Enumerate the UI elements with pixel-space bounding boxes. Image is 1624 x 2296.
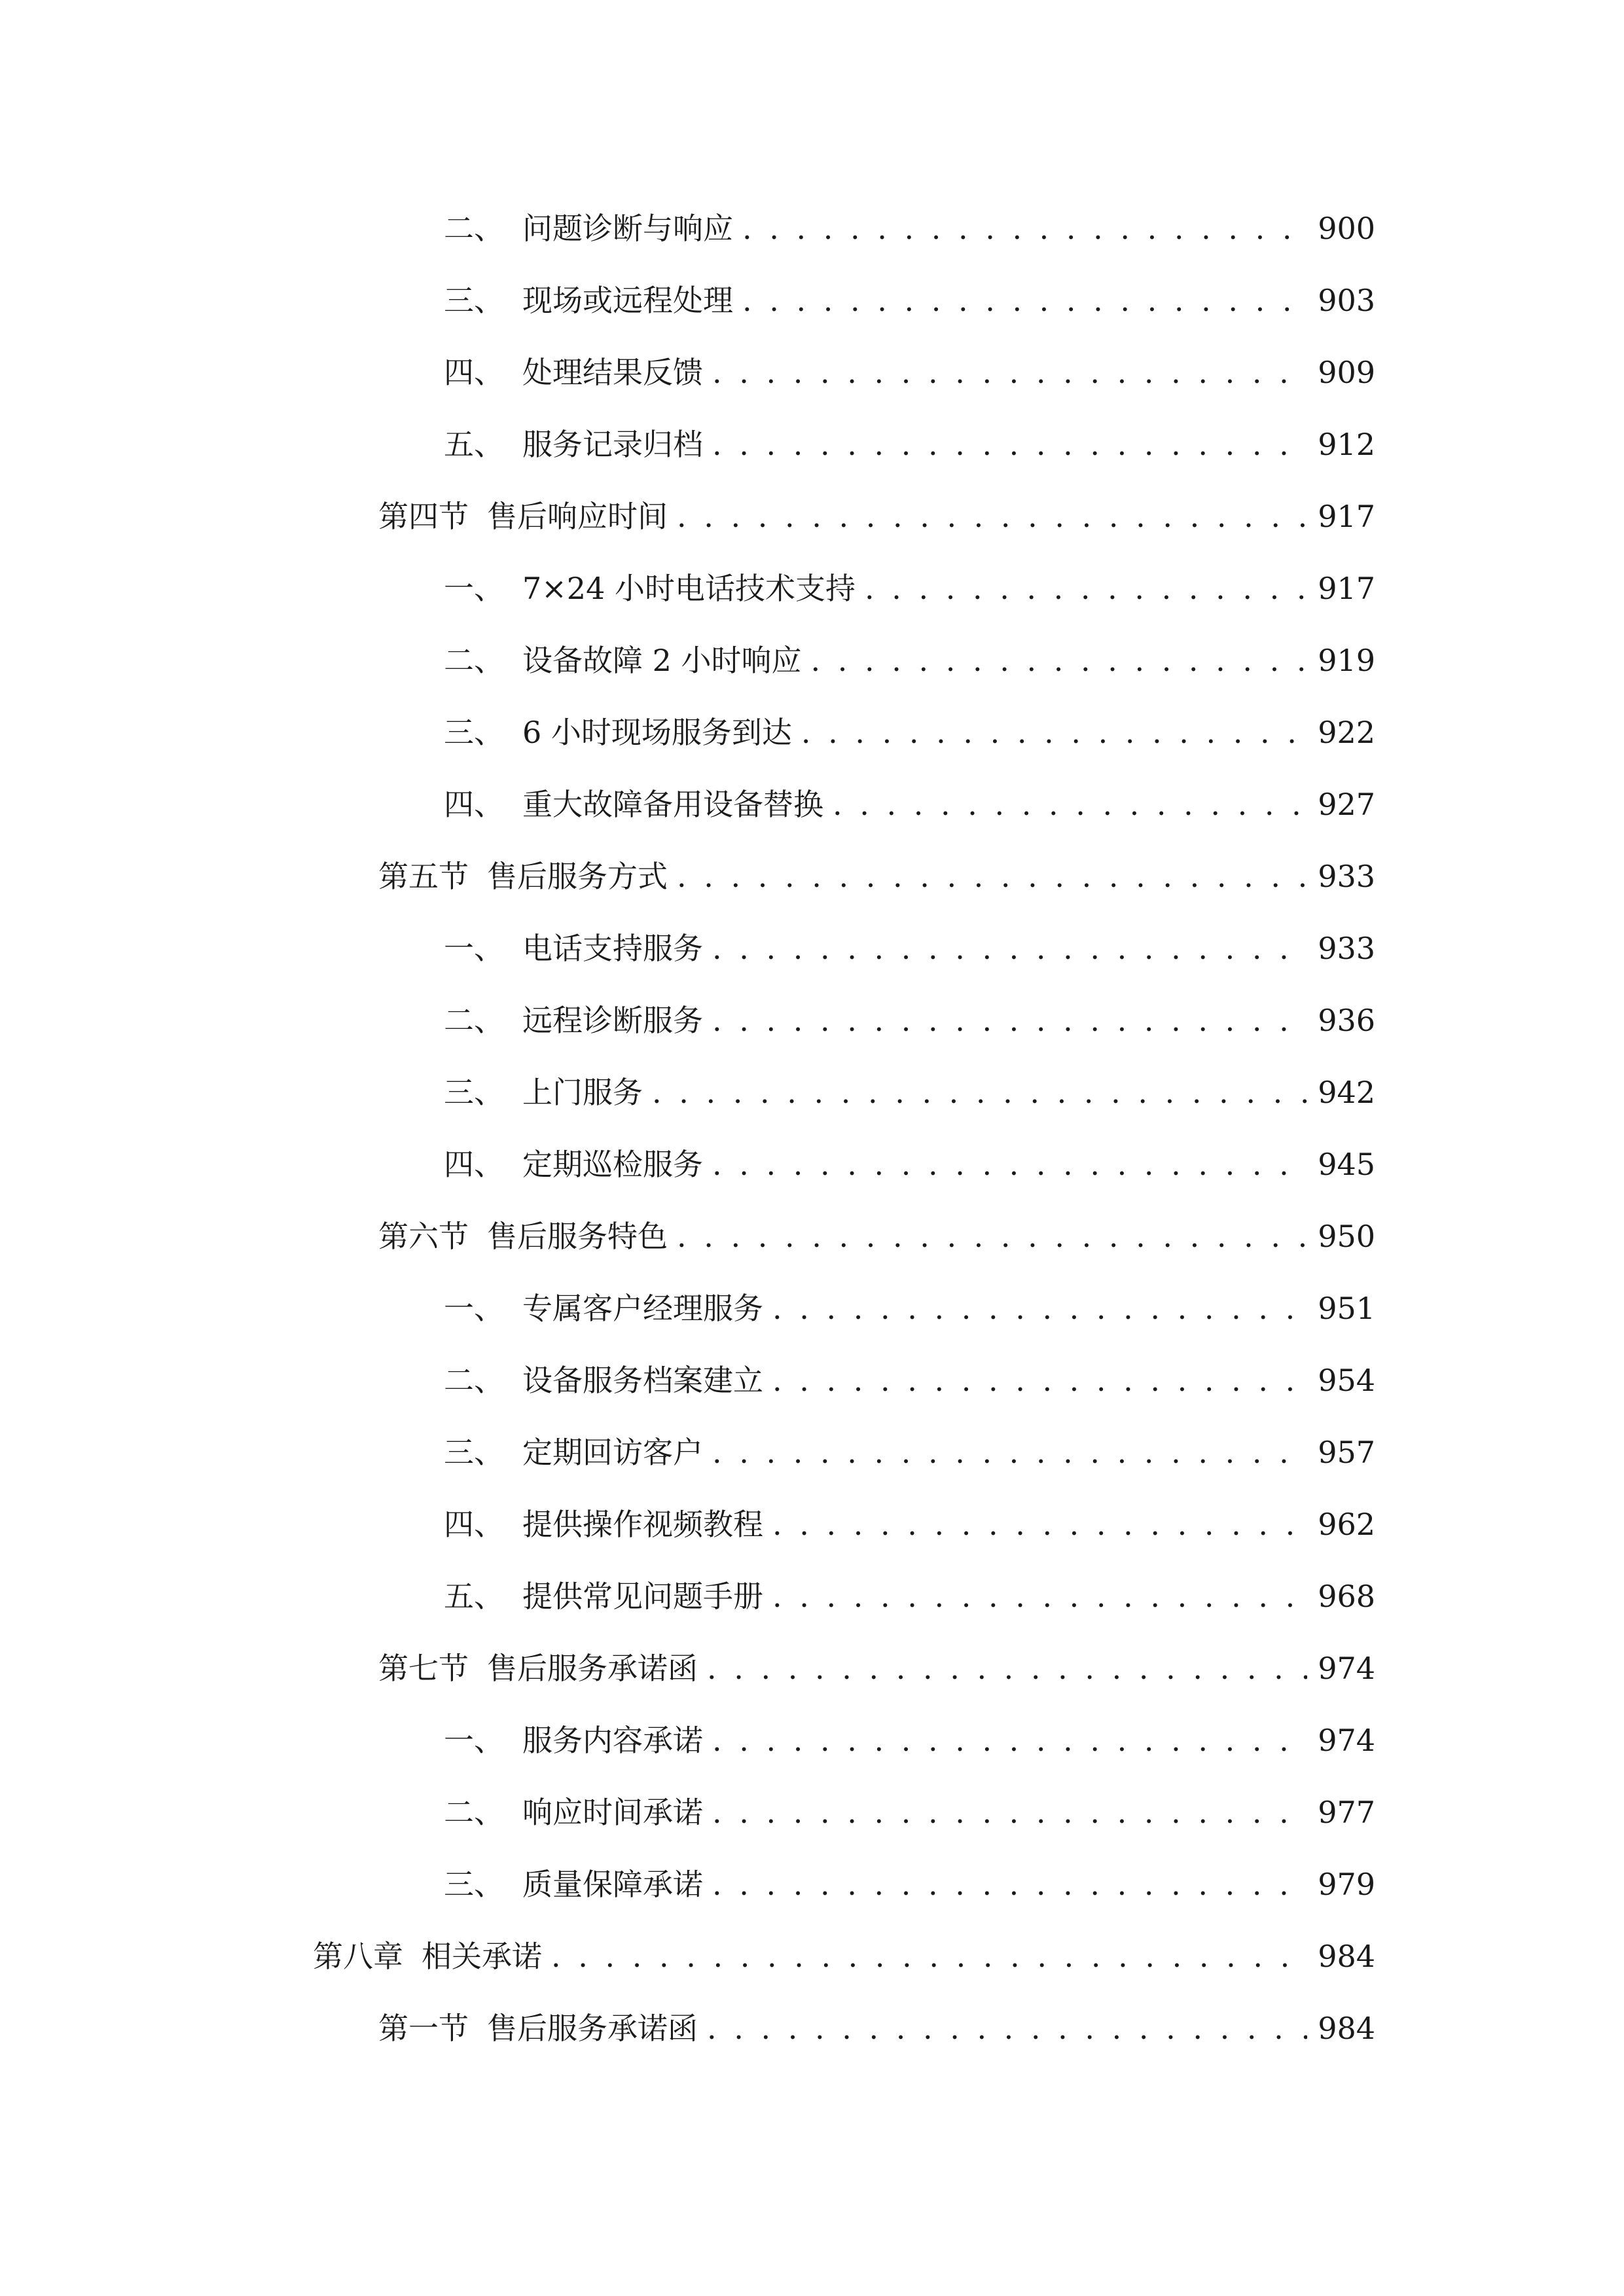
toc-entry[interactable]: [444, 778, 1375, 831]
toc-entry-title: 提供常见问题手册: [522, 1579, 763, 1614]
toc-entry-title: 上门服务: [522, 1075, 643, 1110]
toc-entry-title: 售后服务承诺函: [487, 2011, 698, 2046]
toc-entry-page: 979: [1318, 1867, 1375, 1902]
toc-entry[interactable]: [444, 1714, 1375, 1767]
toc-entry-number: 五、: [444, 1579, 504, 1614]
toc-entry-page: 950: [1318, 1219, 1375, 1254]
toc-entry-number: 第五节: [378, 859, 469, 894]
toc-dot-leader: [811, 634, 1307, 687]
toc-entry-page: 974: [1318, 1723, 1375, 1758]
toc-entry-number: 三、: [444, 1075, 504, 1110]
toc-dot-leader: [712, 922, 1307, 975]
toc-entry-page: 984: [1318, 1939, 1375, 1974]
toc-entry[interactable]: [444, 634, 1375, 687]
toc-entry-page: 974: [1318, 1651, 1375, 1686]
toc-dot-leader: [677, 490, 1307, 543]
toc-dot-leader: [772, 1498, 1307, 1551]
toc-entry-number: 一、: [444, 571, 504, 606]
toc-entry-title: 售后服务特色: [487, 1219, 668, 1254]
toc-chapter-entry[interactable]: [313, 1930, 1375, 1982]
toc-entry[interactable]: [444, 1498, 1375, 1551]
toc-entry-title: 设备故障 2 小时响应: [522, 643, 802, 678]
toc-entry-number: 一、: [444, 1291, 504, 1326]
toc-entry-title: 售后服务承诺函: [487, 1651, 698, 1686]
toc-dot-leader: [712, 1714, 1307, 1767]
toc-entry[interactable]: [444, 1354, 1375, 1407]
toc-entry-title: 问题诊断与响应: [522, 211, 733, 246]
toc-entry-page: 917: [1318, 571, 1375, 606]
toc-entry-number: 第八章: [313, 1939, 403, 1974]
toc-entry[interactable]: [444, 994, 1375, 1047]
toc-entry-number: 第四节: [378, 499, 469, 534]
toc-entry-page: 954: [1318, 1363, 1375, 1398]
toc-dot-leader: [772, 1354, 1307, 1407]
toc-entry-number: 三、: [444, 1435, 504, 1470]
toc-entry-page: 903: [1318, 283, 1375, 318]
toc-entry[interactable]: [444, 1426, 1375, 1479]
toc-dot-leader: [712, 1426, 1307, 1479]
toc-entry-number: 四、: [444, 1507, 504, 1542]
toc-entry-title: 响应时间承诺: [522, 1795, 703, 1830]
toc-dot-leader: [833, 778, 1307, 831]
toc-dot-leader: [865, 562, 1307, 615]
toc-dot-leader: [772, 1570, 1307, 1623]
toc-entry-number: 一、: [444, 1723, 504, 1758]
toc-entry[interactable]: [444, 706, 1375, 759]
toc-entry-number: 第一节: [378, 2011, 469, 2046]
toc-entry-page: 942: [1318, 1075, 1375, 1110]
toc-entry-title: 服务内容承诺: [522, 1723, 703, 1758]
toc-dot-leader: [707, 2002, 1307, 2054]
toc-dot-leader: [742, 274, 1307, 327]
toc-section-entry[interactable]: [378, 1642, 1375, 1695]
toc-dot-leader: [677, 850, 1307, 903]
toc-entry-page: 957: [1318, 1435, 1375, 1470]
toc-entry-page: 927: [1318, 787, 1375, 822]
toc-entry[interactable]: [444, 274, 1375, 327]
toc-section-entry[interactable]: [378, 850, 1375, 903]
toc-entry[interactable]: [444, 346, 1375, 399]
toc-entry-title: 相关承诺: [422, 1939, 542, 1974]
toc-entry-title: 定期巡检服务: [522, 1147, 703, 1182]
toc-section-entry[interactable]: [378, 1210, 1375, 1263]
toc-dot-leader: [551, 1930, 1307, 1982]
toc-section-entry[interactable]: [378, 490, 1375, 543]
toc-entry-title: 电话支持服务: [522, 931, 703, 966]
toc-entry-number: 第七节: [378, 1651, 469, 1686]
toc-entry[interactable]: [444, 418, 1375, 471]
toc-entry-number: 二、: [444, 1795, 504, 1830]
toc-entry-page: 900: [1318, 211, 1375, 246]
toc-dot-leader: [652, 1066, 1307, 1119]
toc-dot-leader: [712, 1858, 1307, 1910]
toc-dot-leader: [712, 994, 1307, 1047]
toc-entry-page: 968: [1318, 1579, 1375, 1614]
toc-entry-page: 984: [1318, 2011, 1375, 2046]
toc-entry-number: 三、: [444, 283, 504, 318]
toc-entry[interactable]: [444, 922, 1375, 975]
toc-section-entry[interactable]: [378, 2002, 1375, 2054]
toc-entry-number: 第六节: [378, 1219, 469, 1254]
toc-entry[interactable]: [444, 1138, 1375, 1191]
toc-entry-page: 922: [1318, 715, 1375, 750]
toc-entry-page: 933: [1318, 931, 1375, 966]
toc-entry[interactable]: [444, 1786, 1375, 1839]
toc-entry-number: 四、: [444, 1147, 504, 1182]
toc-entry[interactable]: [444, 1570, 1375, 1623]
toc-entry-number: 四、: [444, 355, 504, 390]
toc-dot-leader: [742, 202, 1307, 255]
toc-dot-leader: [772, 1282, 1307, 1335]
toc-entry-page: 912: [1318, 427, 1375, 462]
toc-entry-number: 三、: [444, 1867, 504, 1902]
toc-entry-title: 处理结果反馈: [522, 355, 703, 390]
toc-entry[interactable]: [444, 1282, 1375, 1335]
toc-entry-page: 919: [1318, 643, 1375, 678]
toc-entry-number: 三、: [444, 715, 504, 750]
toc-entry-number: 二、: [444, 1363, 504, 1398]
toc-entry-number: 五、: [444, 427, 504, 462]
toc-entry-title: 服务记录归档: [522, 427, 703, 462]
toc-entry-page: 977: [1318, 1795, 1375, 1830]
toc-dot-leader: [707, 1642, 1307, 1695]
toc-entry-title: 远程诊断服务: [522, 1003, 703, 1038]
toc-dot-leader: [712, 1138, 1307, 1191]
toc-entry-title: 定期回访客户: [522, 1435, 703, 1470]
toc-dot-leader: [712, 1786, 1307, 1839]
toc-entry-title: 7×24 小时电话技术支持: [522, 571, 856, 606]
toc-entry-title: 重大故障备用设备替换: [522, 787, 823, 822]
toc-entry-title: 提供操作视频教程: [522, 1507, 763, 1542]
toc-entry-number: 二、: [444, 1003, 504, 1038]
toc-entry-page: 933: [1318, 859, 1375, 894]
toc-entry-number: 二、: [444, 211, 504, 246]
toc-entry-title: 售后响应时间: [487, 499, 668, 534]
toc-entry[interactable]: [444, 1066, 1375, 1119]
toc-entry-page: 962: [1318, 1507, 1375, 1542]
toc-dot-leader: [712, 418, 1307, 471]
toc-entry-page: 945: [1318, 1147, 1375, 1182]
toc-entry-title: 专属客户经理服务: [522, 1291, 763, 1326]
toc-entry-title: 设备服务档案建立: [522, 1363, 763, 1398]
toc-entry-title: 现场或远程处理: [522, 283, 733, 318]
toc-entry[interactable]: [444, 562, 1375, 615]
toc-entry-page: 936: [1318, 1003, 1375, 1038]
toc-entry[interactable]: [444, 202, 1375, 255]
toc-dot-leader: [801, 706, 1307, 759]
toc-dot-leader: [677, 1210, 1307, 1263]
toc-entry-title: 质量保障承诺: [522, 1867, 703, 1902]
toc-entry-number: 一、: [444, 931, 504, 966]
toc-entry-page: 909: [1318, 355, 1375, 390]
toc-entry-title: 6 小时现场服务到达: [522, 715, 792, 750]
toc-entry-title: 售后服务方式: [487, 859, 668, 894]
toc-dot-leader: [712, 346, 1307, 399]
toc-entry-page: 917: [1318, 499, 1375, 534]
toc-entry-number: 四、: [444, 787, 504, 822]
toc-entry-number: 二、: [444, 643, 504, 678]
toc-entry-page: 951: [1318, 1291, 1375, 1326]
toc-entry[interactable]: [444, 1858, 1375, 1910]
